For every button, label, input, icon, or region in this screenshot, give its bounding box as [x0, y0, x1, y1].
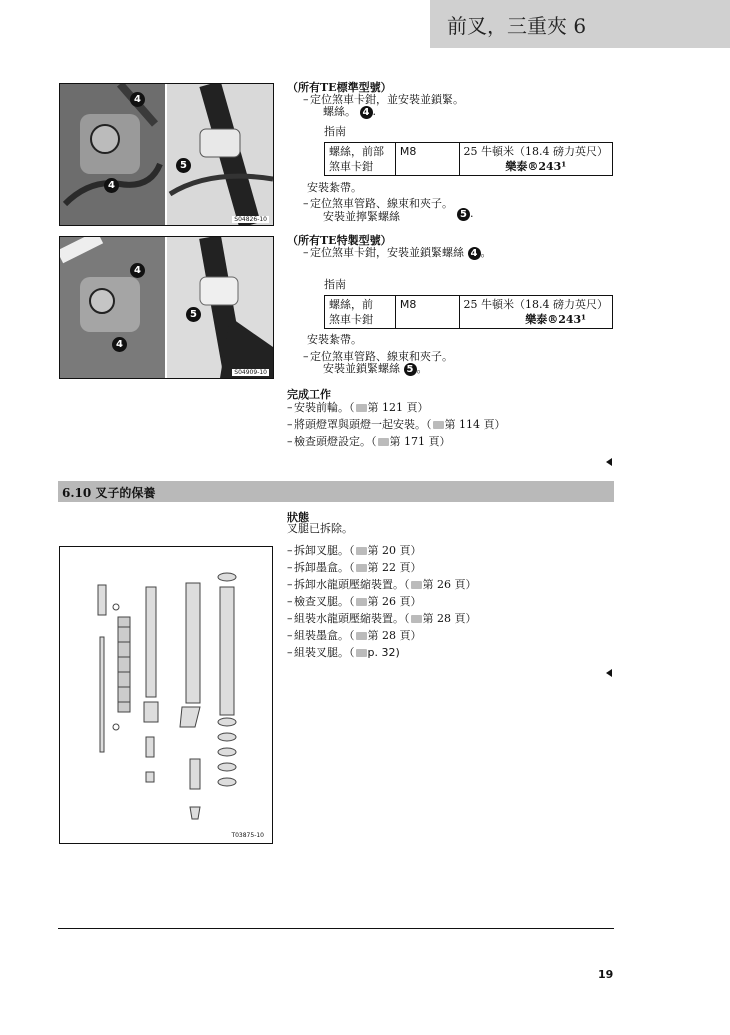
item-text: 檢查頭燈設定。（: [294, 435, 377, 448]
table-row: [325, 143, 613, 176]
callout-5: 5: [176, 158, 191, 173]
callout-5: 5: [186, 307, 201, 322]
special-heading: （所有TE特製型號）: [287, 234, 392, 247]
callout-4-bottom: 4: [112, 337, 127, 352]
step-text: 安裝並鎖緊螺絲: [323, 362, 400, 375]
figure-3-label: T03875-10: [231, 832, 264, 839]
special-step-1: – 定位煞車卡鉗，安裝並鎖緊螺絲 4 。: [303, 246, 492, 259]
standard-step-1b: 螺絲。 4 .: [323, 105, 376, 118]
callout-4: 4: [360, 106, 373, 119]
finish-heading: 完成工作: [287, 388, 331, 401]
item-text: 組裝墨盒。（: [294, 629, 355, 642]
cell-line: 煞車卡鉗: [329, 313, 373, 326]
standard-step-1: – 定位煞車卡鉗，並安裝並鎖緊。: [303, 93, 464, 106]
end-marker-icon: [606, 458, 612, 466]
figure-2-label: S04909-10: [234, 369, 267, 376]
cell-line: 螺絲，前部: [329, 145, 384, 158]
book-icon: [411, 615, 422, 623]
special-guide: 指南: [324, 278, 346, 291]
cell-line: 25 牛頓米（18.4 磅力英尺）: [463, 298, 608, 311]
list-item: – 拆卸叉腿。（ 第 20 頁）: [287, 544, 422, 557]
book-icon: [433, 421, 444, 429]
footer-rule: [58, 928, 614, 929]
finish-item: – 安裝前輪。（ 第 121 頁）: [287, 401, 429, 414]
special-step-2: – 定位煞車管路、線束和夾子。: [303, 350, 453, 363]
finish-list: [287, 400, 506, 449]
book-icon: [356, 598, 367, 606]
step-text: 定位煞車管路、線束和夾子。: [310, 350, 453, 363]
finish-item: – 將頭燈罩與頭燈一起安裝。（ 第 114 頁）: [287, 418, 506, 431]
page-ref-link[interactable]: 第 171 頁）: [389, 435, 451, 448]
list-item: – 拆卸水龍頭壓縮裝置。（ 第 26 頁）: [287, 578, 477, 591]
figure-fork-exploded: [59, 546, 273, 844]
page-header-title: 前叉，三重夾 6: [447, 14, 587, 38]
special-spec-table: [324, 295, 613, 329]
table-cell-size: M8: [395, 143, 459, 176]
page-ref-link[interactable]: 第 28 頁）: [367, 629, 422, 642]
step-text: 定位煞車卡鉗，安裝並鎖緊螺絲: [310, 246, 464, 259]
end-marker-icon: [606, 669, 612, 677]
item-text: 將頭燈罩與頭燈一起安裝。（: [294, 418, 432, 431]
step-text: 定位煞車管路、線束和夾子。: [310, 197, 453, 210]
standard-guide: 指南: [324, 125, 346, 138]
page-ref-link[interactable]: 第 121 頁）: [367, 401, 429, 414]
step-text: 定位煞車卡鉗，並安裝並鎖緊。: [310, 93, 464, 106]
item-text: 拆卸叉腿。（: [294, 544, 355, 557]
page-ref-link[interactable]: 第 26 頁）: [422, 578, 477, 591]
item-text: 檢查叉腿。（: [294, 595, 355, 608]
cell-line: 煞車卡鉗: [329, 160, 373, 173]
page-number: 19: [598, 968, 614, 981]
book-icon: [356, 547, 367, 555]
callout-4: 4: [468, 247, 481, 260]
status-heading: 狀態: [287, 511, 309, 524]
cell-line: 樂泰®243¹: [505, 160, 567, 173]
page-ref-link[interactable]: p. 32): [367, 646, 400, 659]
figure-1-illustration: [60, 84, 273, 225]
cell-line: 螺絲，前: [329, 298, 373, 311]
page-ref-link[interactable]: 第 26 頁）: [367, 595, 422, 608]
standard-spec-table: [324, 142, 613, 176]
item-text: 組裝水龍頭壓縮裝置。（: [294, 612, 410, 625]
list-item: – 拆卸墨盒。（ 第 22 頁）: [287, 561, 422, 574]
fork-steps-list: [287, 543, 477, 662]
standard-band: 安裝紮帶。: [307, 181, 362, 194]
list-item: – 組裝墨盒。（ 第 28 頁）: [287, 629, 422, 642]
table-cell-torque: [459, 296, 612, 329]
standard-step-2b: [323, 209, 400, 224]
page-ref-link[interactable]: 第 28 頁）: [422, 612, 477, 625]
cell-line: 樂泰®243¹: [525, 313, 586, 326]
step-text: 螺絲。: [323, 105, 356, 118]
item-text: 拆卸水龍頭壓縮裝置。（: [294, 578, 410, 591]
special-step-2b: 安裝並鎖緊螺絲 5 。: [323, 362, 428, 375]
callout-5: 5: [404, 363, 417, 376]
figure-brake-caliper-standard: [59, 83, 274, 226]
book-icon: [356, 404, 367, 412]
book-icon: [378, 438, 389, 446]
special-band: 安裝紮帶。: [307, 333, 362, 346]
book-icon: [356, 649, 367, 657]
item-text: 組裝叉腿。（: [294, 646, 355, 659]
section-title: 6.10 叉子的保養: [62, 486, 156, 500]
figure-3-illustration: [60, 547, 272, 843]
figure-2-illustration: [60, 237, 273, 378]
page-ref-link[interactable]: 第 114 頁）: [444, 418, 506, 431]
page-ref-link[interactable]: 第 20 頁）: [367, 544, 422, 557]
list-item: – 檢查叉腿。（ 第 26 頁）: [287, 595, 422, 608]
book-icon: [356, 564, 367, 572]
item-text: 拆卸墨盒。（: [294, 561, 355, 574]
item-text: 安裝前輪。（: [294, 401, 355, 414]
table-row: [325, 296, 613, 329]
standard-heading: （所有TE標準型號）: [287, 81, 392, 94]
book-icon: [356, 632, 367, 640]
finish-item: – 檢查頭燈設定。（ 第 171 頁）: [287, 435, 451, 448]
standard-callout-5-wrap: 5 .: [457, 207, 474, 221]
step-text: 安裝並擰緊螺絲: [323, 210, 400, 223]
book-icon: [411, 581, 422, 589]
figure-brake-caliper-special: [59, 236, 274, 379]
cell-line: 25 牛頓米（18.4 磅力英尺）: [463, 145, 608, 158]
table-cell-size: M8: [395, 296, 459, 329]
table-cell-item: [325, 143, 396, 176]
callout-4-bottom: 4: [104, 178, 119, 193]
callout-4-top: 4: [130, 92, 145, 107]
table-cell-item: [325, 296, 396, 329]
page-ref-link[interactable]: 第 22 頁）: [367, 561, 422, 574]
table-cell-torque: [459, 143, 612, 176]
callout-4-top: 4: [130, 263, 145, 278]
callout-5: 5: [457, 208, 470, 221]
status-text: 叉腿已拆除。: [287, 522, 353, 535]
list-item: – 組裝水龍頭壓縮裝置。（ 第 28 頁）: [287, 612, 477, 625]
standard-step-2: – 定位煞車管路、線束和夾子。: [303, 197, 453, 210]
list-item: – 組裝叉腿。（ p. 32): [287, 646, 400, 659]
figure-1-label: S04826-10: [234, 216, 267, 223]
